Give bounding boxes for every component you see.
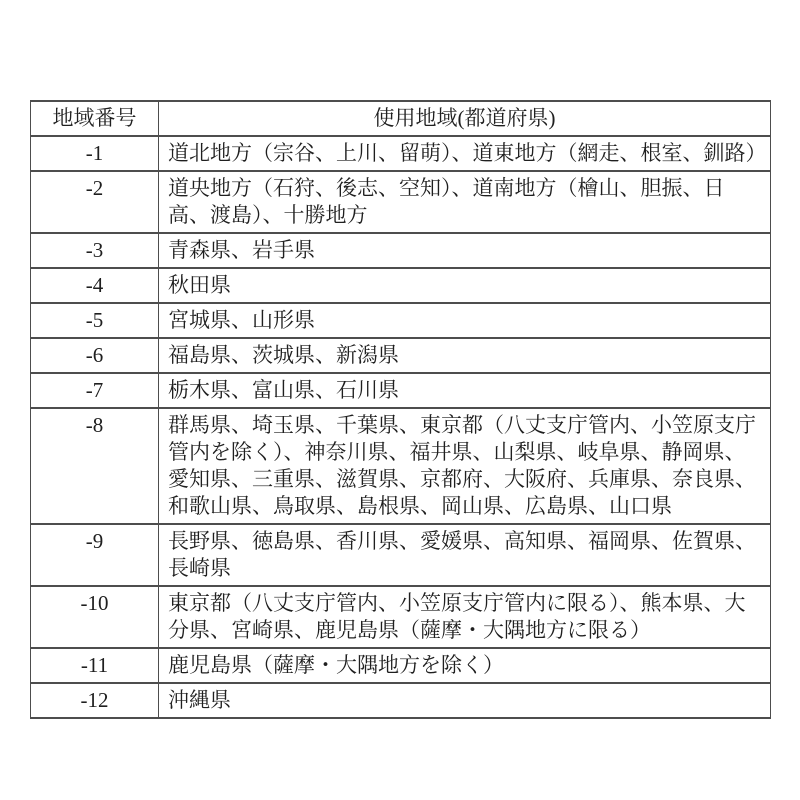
usage-area-cell: 秋田県 <box>159 268 771 303</box>
region-number-table <box>30 100 771 719</box>
header-region-number: 地域番号 <box>31 101 159 136</box>
table-row <box>31 648 771 683</box>
region-number-cell: -8 <box>31 408 159 524</box>
region-number-cell: -5 <box>31 303 159 338</box>
usage-area-cell: 道央地方（石狩、後志、空知）、道南地方（檜山、胆振、日高、渡島）、十勝地方 <box>159 171 771 233</box>
table-row <box>31 524 771 586</box>
usage-area-cell: 沖縄県 <box>159 683 771 718</box>
table-header-row <box>31 101 771 136</box>
usage-area-cell: 道北地方（宗谷、上川、留萌）、道東地方（網走、根室、釧路） <box>159 136 771 171</box>
usage-area-cell: 長野県、徳島県、香川県、愛媛県、高知県、福岡県、佐賀県、長崎県 <box>159 524 771 586</box>
table-row <box>31 683 771 718</box>
region-number-cell: -12 <box>31 683 159 718</box>
header-usage-area: 使用地域(都道府県) <box>159 101 771 136</box>
region-number-cell: -3 <box>31 233 159 268</box>
table-row <box>31 373 771 408</box>
usage-area-cell: 福島県、茨城県、新潟県 <box>159 338 771 373</box>
table-row <box>31 303 771 338</box>
region-number-cell: -9 <box>31 524 159 586</box>
region-number-cell: -10 <box>31 586 159 648</box>
table-row <box>31 338 771 373</box>
region-number-cell: -1 <box>31 136 159 171</box>
usage-area-cell: 宮城県、山形県 <box>159 303 771 338</box>
region-number-cell: -11 <box>31 648 159 683</box>
region-number-cell: -4 <box>31 268 159 303</box>
region-number-cell: -2 <box>31 171 159 233</box>
region-number-cell: -6 <box>31 338 159 373</box>
usage-area-cell: 東京都（八丈支庁管内、小笠原支庁管内に限る）、熊本県、大分県、宮崎県、鹿児島県（薩摩・大隅地方に限る） <box>159 586 771 648</box>
table-row <box>31 268 771 303</box>
usage-area-cell: 群馬県、埼玉県、千葉県、東京都（八丈支庁管内、小笠原支庁管内を除く）、神奈川県、福井県、山梨県、岐阜県、静岡県、愛知県、三重県、滋賀県、京都府、大阪府、兵庫県、奈良県、和歌山県、鳥取県、島根県、岡山県、広島県、山口県 <box>159 408 771 524</box>
table-row <box>31 171 771 233</box>
region-number-cell: -7 <box>31 373 159 408</box>
table-row <box>31 233 771 268</box>
table-row <box>31 586 771 648</box>
usage-area-cell: 青森県、岩手県 <box>159 233 771 268</box>
table-row <box>31 136 771 171</box>
table-row <box>31 408 771 524</box>
usage-area-cell: 栃木県、富山県、石川県 <box>159 373 771 408</box>
usage-area-cell: 鹿児島県（薩摩・大隅地方を除く） <box>159 648 771 683</box>
